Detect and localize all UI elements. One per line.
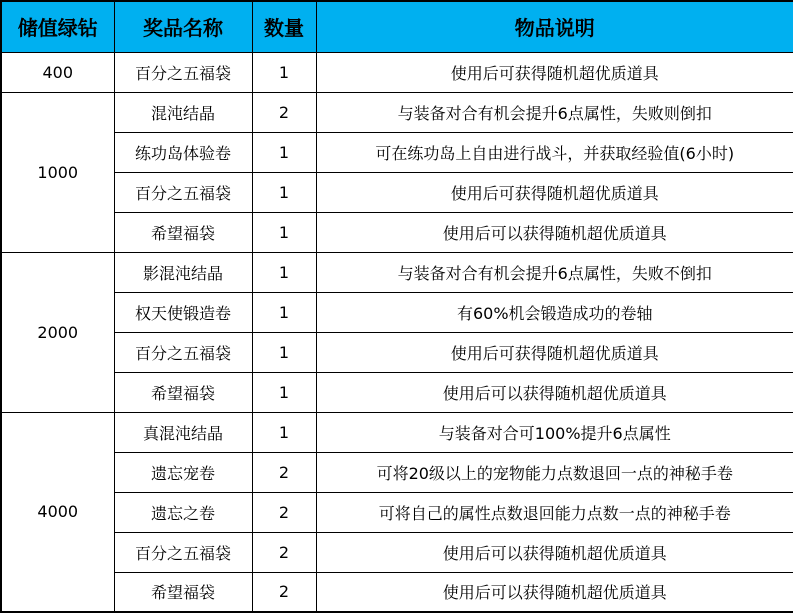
prize-name-cell: 影混沌结晶 [114, 252, 252, 292]
quantity-cell: 1 [252, 412, 316, 452]
quantity-cell: 1 [252, 52, 316, 92]
table-row [1, 412, 793, 452]
table-row [1, 52, 793, 92]
prize-name-cell: 百分之五福袋 [114, 172, 252, 212]
quantity-cell: 2 [252, 572, 316, 612]
quantity-cell: 1 [252, 372, 316, 412]
header-prize-name: 奖品名称 [114, 1, 252, 52]
quantity-cell: 1 [252, 332, 316, 372]
prize-name-cell: 混沌结晶 [114, 92, 252, 132]
table-row [1, 452, 793, 492]
tier-amount-cell: 1000 [1, 92, 114, 252]
table-row [1, 572, 793, 612]
description-cell: 与装备对合有机会提升6点属性，失败则倒扣 [316, 92, 793, 132]
prize-name-cell: 遗忘宠卷 [114, 452, 252, 492]
table-row [1, 492, 793, 532]
prize-name-cell: 百分之五福袋 [114, 332, 252, 372]
description-cell: 与装备对合可100%提升6点属性 [316, 412, 793, 452]
description-cell: 有60%机会锻造成功的卷轴 [316, 292, 793, 332]
quantity-cell: 2 [252, 532, 316, 572]
table-row [1, 172, 793, 212]
description-cell: 可将自己的属性点数退回能力点数一点的神秘手卷 [316, 492, 793, 532]
table-row [1, 92, 793, 132]
header-row [1, 1, 793, 52]
quantity-cell: 2 [252, 452, 316, 492]
table-row [1, 252, 793, 292]
description-cell: 使用后可以获得随机超优质道具 [316, 372, 793, 412]
description-cell: 使用后可获得随机超优质道具 [316, 52, 793, 92]
prize-name-cell: 练功岛体验卷 [114, 132, 252, 172]
table-row [1, 292, 793, 332]
description-cell: 可将20级以上的宠物能力点数退回一点的神秘手卷 [316, 452, 793, 492]
header-tier: 储值绿钻 [1, 1, 114, 52]
table-row [1, 132, 793, 172]
description-cell: 可在练功岛上自由进行战斗，并获取经验值(6小时) [316, 132, 793, 172]
description-cell: 使用后可以获得随机超优质道具 [316, 532, 793, 572]
quantity-cell: 1 [252, 132, 316, 172]
quantity-cell: 1 [252, 212, 316, 252]
reward-table-body [1, 52, 793, 612]
quantity-cell: 1 [252, 292, 316, 332]
description-cell: 使用后可以获得随机超优质道具 [316, 212, 793, 252]
prize-name-cell: 希望福袋 [114, 212, 252, 252]
quantity-cell: 2 [252, 92, 316, 132]
tier-amount-cell: 4000 [1, 412, 114, 612]
table-row [1, 532, 793, 572]
header-description: 物品说明 [316, 1, 793, 52]
tier-amount-cell: 2000 [1, 252, 114, 412]
description-cell: 与装备对合有机会提升6点属性，失败不倒扣 [316, 252, 793, 292]
description-cell: 使用后可获得随机超优质道具 [316, 172, 793, 212]
table-row [1, 372, 793, 412]
prize-name-cell: 希望福袋 [114, 372, 252, 412]
header-quantity: 数量 [252, 1, 316, 52]
quantity-cell: 1 [252, 172, 316, 212]
prize-name-cell: 百分之五福袋 [114, 532, 252, 572]
prize-name-cell: 希望福袋 [114, 572, 252, 612]
table-row [1, 212, 793, 252]
prize-name-cell: 权天使锻造卷 [114, 292, 252, 332]
prize-name-cell: 遗忘之卷 [114, 492, 252, 532]
table-row [1, 332, 793, 372]
quantity-cell: 2 [252, 492, 316, 532]
prize-name-cell: 真混沌结晶 [114, 412, 252, 452]
description-cell: 使用后可以获得随机超优质道具 [316, 572, 793, 612]
prize-name-cell: 百分之五福袋 [114, 52, 252, 92]
quantity-cell: 1 [252, 252, 316, 292]
tier-amount-cell: 400 [1, 52, 114, 92]
description-cell: 使用后可获得随机超优质道具 [316, 332, 793, 372]
